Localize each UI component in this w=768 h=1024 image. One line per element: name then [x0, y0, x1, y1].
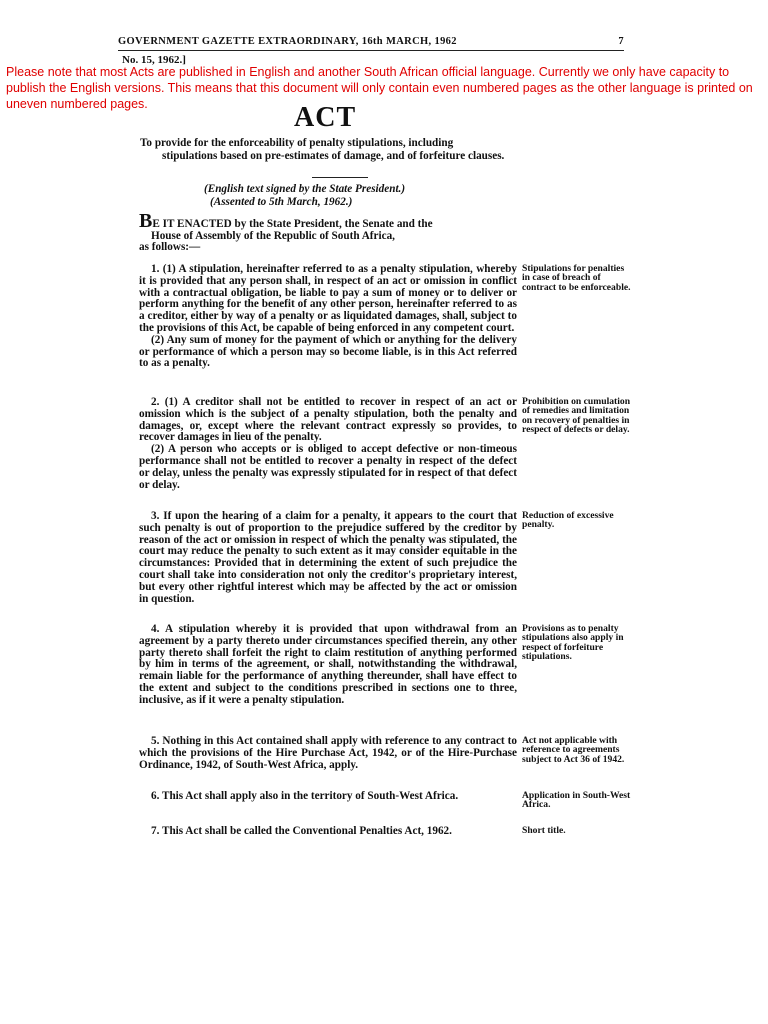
margin-note-section-5: Act not applicable with reference to agreements subject to Act 36 of 1942. [522, 735, 625, 765]
long-title-line-1: To provide for the enforceability of penalty stipulations, including [140, 137, 454, 149]
signing-note [204, 183, 464, 208]
section-7 [139, 826, 517, 838]
gazette-title: GOVERNMENT GAZETTE EXTRAORDINARY, 16th MARCH, 1962 [118, 36, 457, 47]
gazette-header [118, 36, 624, 51]
section-paragraph: 2. (1) A creditor shall not be entitled to recover in respect of an act or omission which is the subject of a penalty stipulation, both the penalty and damages, or, except where the relevant contract expressly so provides, to recover damages in lieu of the penalty. [139, 396, 517, 444]
english-text-signed: (English text signed by the State President.) [204, 183, 406, 195]
margin-note-section-4: Provisions as to penalty stipulations also apply in respect of forfeiture stipulations. [522, 623, 624, 663]
issue-number: No. 15, 1962.] [122, 54, 186, 66]
section-3 [139, 511, 517, 605]
margin-note-section-3: Reduction of excessive penalty. [522, 510, 614, 531]
section-paragraph: 1. (1) A stipulation, hereinafter referred to as a penalty stipulation, whereby it is provided that any person shall, in respect of an act or omission in conflict with a contractual obligation, be liable to pay a sum of money or to deliver or perform anything for the benefit of any other person, hereinafter referred to as a creditor, either by way of a penalty or as liquidated damages, shall, subject to the provisions of this Act, be capable of being enforced in any competent court. [139, 263, 517, 334]
section-1 [139, 264, 517, 370]
margin-note-section-2: Prohibition on cumulation of remedies and limitation on recovery of penalties in respect of defects or delay. [522, 396, 631, 436]
section-paragraph: 5. Nothing in this Act contained shall apply with reference to any contract to which the provisions of the Hire Purchase Act, 1942, or of the Hire-Purchase Ordinance, 1942, of South-West Africa, apply. [139, 735, 517, 771]
section-2 [139, 397, 517, 491]
enacting-clause [139, 210, 517, 254]
title-divider [312, 177, 368, 178]
section-paragraph: (2) A person who accepts or is obliged to accept defective or non-timeous performance shall not be entitled to recover a penalty in respect of the defect or delay, unless the penalty was expressly stipulated for in respect of that defect or delay. [139, 443, 517, 491]
section-paragraph: 6. This Act shall apply also in the territory of South-West Africa. [151, 790, 459, 802]
english-only-notice: Please note that most Acts are published in English and another South African official language. Currently we only have capacity to publish the English versions. This means that this document will only contain even numbered pages as the other language is printed on uneven numbered pages. [6, 65, 753, 111]
section-5 [139, 736, 517, 771]
section-paragraph: 3. If upon the hearing of a claim for a penalty, it appears to the court that such penalty is out of proportion to the prejudice suffered by the creditor by reason of the act or omission in respect of which the penalty was stipulated, the court may reduce the penalty to such extent as it may consider equitable in the circumstances: Provided that in determining the extent of such prejudice the court shall take into consideration not only the creditor's proprietary interest, but every other rightful interest which may be affected by the act or omission in question. [139, 510, 517, 605]
margin-note-section-1: Stipulations for penalties in case of breach of contract to be enforceable. [522, 263, 631, 293]
drop-cap: B [139, 210, 153, 232]
page-number: 7 [618, 36, 624, 47]
enact-line-2: House of Assembly of the Republic of South Africa, [151, 229, 395, 242]
section-paragraph: 7. This Act shall be called the Conventional Penalties Act, 1962. [151, 825, 452, 837]
enact-line-1: E IT ENACTED by the State President, the Senate and the [152, 218, 433, 230]
margin-note-section-7: Short title. [522, 825, 566, 836]
enact-line-3: as follows:— [139, 241, 201, 253]
margin-note-section-6: Application in South-West Africa. [522, 790, 631, 811]
section-6 [139, 791, 517, 803]
section-paragraph: 4. A stipulation whereby it is provided that upon withdrawal from an agreement by a party thereto under circumstances specified therein, any other party thereto shall forfeit the right to claim restitution of anything performed by him in terms of the agreement, or shall, notwithstanding the withdrawal, remain liable for the performance of anything thereunder, shall have effect to the extent and subject to the conditions prescribed in sections one to three, inclusive, as if it were a penalty stipulation. [139, 623, 517, 706]
section-4 [139, 624, 517, 707]
long-title-line-2: stipulations based on pre-estimates of damage, and of forfeiture clauses. [162, 149, 505, 162]
long-title [140, 137, 520, 162]
act-title: ACT [294, 102, 357, 133]
assent-date: (Assented to 5th March, 1962.) [210, 195, 353, 208]
section-paragraph: (2) Any sum of money for the payment of which or anything for the delivery or performance of which a person may so become liable, is in this Act referred to as a penalty. [139, 333, 517, 370]
